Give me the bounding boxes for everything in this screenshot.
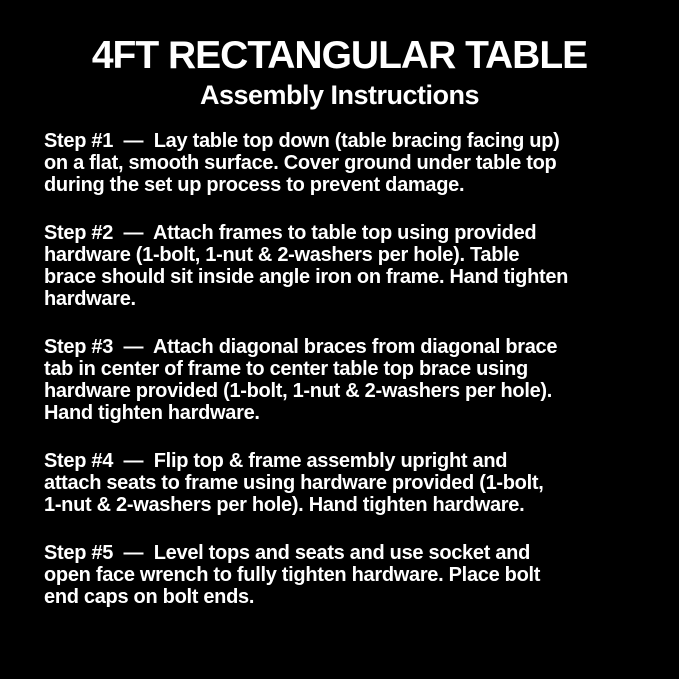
step-paragraph-2: [44, 222, 659, 310]
step-line: Step #4 — Flip top & frame assembly upright and: [44, 450, 508, 472]
step-line: attach seats to frame using hardware provided (1-bolt,: [44, 472, 544, 494]
step-paragraph-3: [44, 336, 659, 424]
step-line: hardware (1-bolt, 1-nut & 2-washers per hole). Table: [44, 244, 520, 266]
step-line: hardware provided (1-bolt, 1-nut & 2-washers per hole).: [44, 380, 553, 402]
page-title: 4FT RECTANGULAR TABLE: [91, 34, 588, 77]
step-paragraph-5: [44, 542, 659, 608]
step-paragraph-1: [44, 130, 659, 196]
step-line: tab in center of frame to center table top brace using: [44, 358, 528, 380]
step-line: open face wrench to fully tighten hardware. Place bolt: [44, 564, 541, 586]
page-subtitle: Assembly Instructions: [199, 80, 480, 110]
step-line: Step #2 — Attach frames to table top using provided: [44, 222, 537, 244]
step-line: Step #3 — Attach diagonal braces from diagonal brace: [44, 336, 558, 358]
step-line: 1-nut & 2-washers per hole). Hand tighten hardware.: [44, 494, 525, 516]
step-line: during the set up process to prevent damage.: [44, 174, 465, 196]
step-paragraph-4: [44, 450, 659, 516]
step-line: brace should sit inside angle iron on frame. Hand tighten: [44, 266, 569, 288]
step-line: Step #5 — Level tops and seats and use socket and: [44, 542, 530, 564]
steps-list: [0, 130, 679, 608]
step-line: end caps on bolt ends.: [44, 586, 255, 608]
step-line: on a flat, smooth surface. Cover ground under table top: [44, 152, 557, 174]
step-line: Hand tighten hardware.: [44, 402, 260, 424]
step-line: Step #1 — Lay table top down (table bracing facing up): [44, 130, 560, 152]
step-line: hardware.: [44, 288, 136, 310]
